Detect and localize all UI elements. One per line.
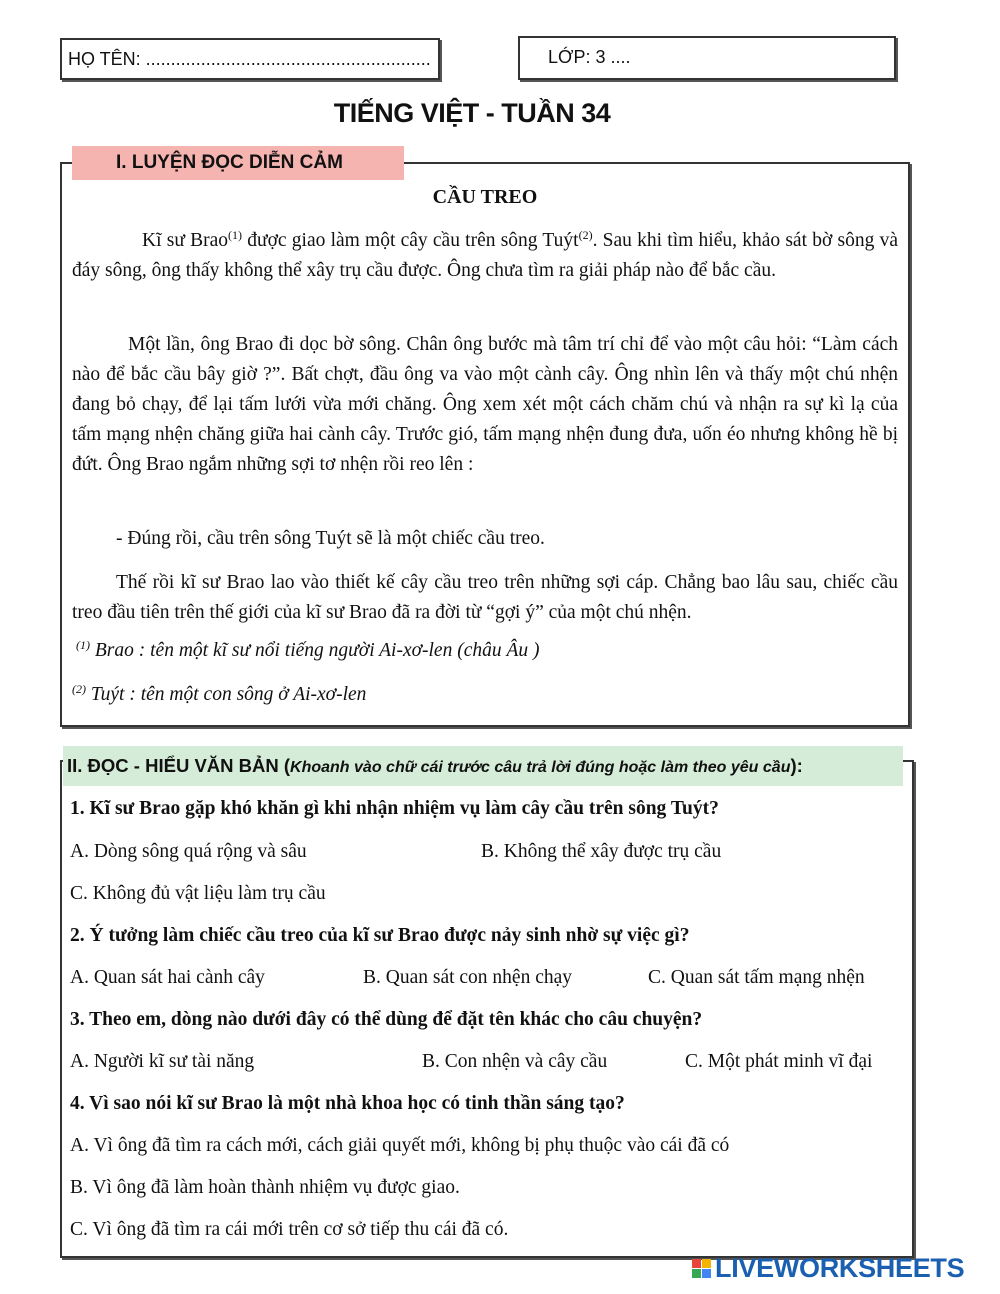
section2-instruction: Khoanh vào chữ cái trước câu trả lời đúng hoặc làm theo yêu cầu <box>290 759 791 776</box>
liveworksheets-logo[interactable] <box>692 1253 964 1283</box>
story-paragraph-3: - Đúng rồi, cầu trên sông Tuýt sẽ là một chiếc cầu treo. <box>116 528 545 549</box>
q1-option-a[interactable]: A. Dòng sông quá rộng và sâu <box>70 841 307 862</box>
q1-option-b[interactable]: B. Không thể xây được trụ cầu <box>481 841 722 862</box>
footnote-ref-1: (1) <box>228 228 243 242</box>
story-title: CẦU TREO <box>432 186 538 208</box>
class-field[interactable] <box>518 36 896 80</box>
logo-square-3 <box>692 1269 701 1278</box>
q3-option-b[interactable]: B. Con nhện và cây cầu <box>422 1051 608 1072</box>
class-label: LỚP: 3 .... <box>548 47 631 67</box>
q2-option-c[interactable]: C. Quan sát tấm mạng nhện <box>648 967 865 988</box>
section1-heading: I. LUYỆN ĐỌC DIỄN CẢM <box>72 146 404 180</box>
question-1: 1. Kĩ sư Brao gặp khó khăn gì khi nhận nhiệm vụ làm cây cầu trên sông Tuýt? <box>70 798 719 819</box>
logo-square-1 <box>692 1259 701 1268</box>
name-label: HỌ TÊN: ......................................................... <box>68 49 431 69</box>
footnote-2: $^{(2)}$ Tuýt : tên một con sông ở Ai-xơ-len <box>72 682 367 705</box>
question-3: 3. Theo em, dòng nào dưới đây có thể dùng để đặt tên khác cho câu chuyện? <box>70 1009 703 1030</box>
q3-option-c[interactable]: C. Một phát minh vĩ đại <box>685 1051 873 1072</box>
page-title: TIẾNG VIỆT - TUẦN 34 <box>333 98 611 128</box>
footnote-1: $^{(1)}$ Brao : tên một kĩ sư nổi tiếng người Ai-xơ-len (châu Âu ) <box>76 638 540 661</box>
q4-option-b[interactable]: B. Vì ông đã làm hoàn thành nhiệm vụ được giao. <box>70 1177 460 1198</box>
logo-square-2 <box>702 1259 711 1268</box>
q3-option-a[interactable]: A. Người kĩ sư tài năng <box>70 1051 255 1072</box>
story-paragraph-1: Kĩ sư Brao$^{(1)}$ được giao làm một cây cầu trên sông Tuýt$^{(2)}$. Sau khi tìm hiểu, khảo sát bờ sông và đáy sông, ông thấy không thể xây trụ cầu được. Ông chưa tìm ra giải pháp nào để bắc cầu. <box>72 228 898 281</box>
q2-option-a[interactable]: A. Quan sát hai cành cây <box>70 967 265 988</box>
question-4: 4. Vì sao nói kĩ sư Brao là một nhà khoa học có tinh thần sáng tạo? <box>70 1093 625 1114</box>
story-paragraph-4: Thế rồi kĩ sư Brao lao vào thiết kế cây cầu treo trên những sợi cáp. Chẳng bao lâu sau, chiếc cầu treo đầu tiên trên thế giới của kĩ sư Brao đã ra đời từ “gợi ý” của một chú nhện. <box>72 572 898 623</box>
logo-text: LIVEWORKSHEETS <box>715 1252 965 1283</box>
q2-option-b[interactable]: B. Quan sát con nhện chạy <box>363 967 573 988</box>
logo-square-4 <box>702 1269 711 1278</box>
q4-option-a[interactable]: A. Vì ông đã tìm ra cách mới, cách giải quyết mới, không bị phụ thuộc vào cái đã có <box>70 1135 730 1156</box>
q1-option-c[interactable]: C. Không đủ vật liệu làm trụ cầu <box>70 883 326 904</box>
footnote-ref-2: (2) <box>578 228 593 242</box>
question-2: 2. Ý tưởng làm chiếc cầu treo của kĩ sư Brao được nảy sinh nhờ sự việc gì? <box>70 925 690 946</box>
q4-option-c[interactable]: C. Vì ông đã tìm ra cái mới trên cơ sở tiếp thu cái đã có. <box>70 1219 509 1240</box>
name-field[interactable] <box>60 38 440 80</box>
story-paragraph-2: Một lần, ông Brao đi dọc bờ sông. Chân ông bước mà tâm trí chỉ để vào một câu hỏi: “Làm cách nào để bắc cầu bây giờ ?”. Bất chợt, đầu ông va vào một cành cây. Ông nhìn lên và thấy một chú nhện đang bỏ chạy, để lại tấm lưới vừa mới chăng. Ông xem xét một cách chăm chú và nhận ra sự kì lạ của tấm mạng nhện chăng giữa hai cành cây. Trước gió, tấm mạng nhện đung đưa, uốn éo nhưng không hề bị đứt. Ông Brao ngắm những sợi tơ nhện rồi reo lên : <box>72 334 898 475</box>
logo-grid-icon <box>692 1259 711 1278</box>
section2-heading: II. ĐỌC - HIỂU VĂN BẢN (Khoanh vào chữ cái trước câu trả lời đúng hoặc làm theo yêu cầu): <box>63 746 903 786</box>
